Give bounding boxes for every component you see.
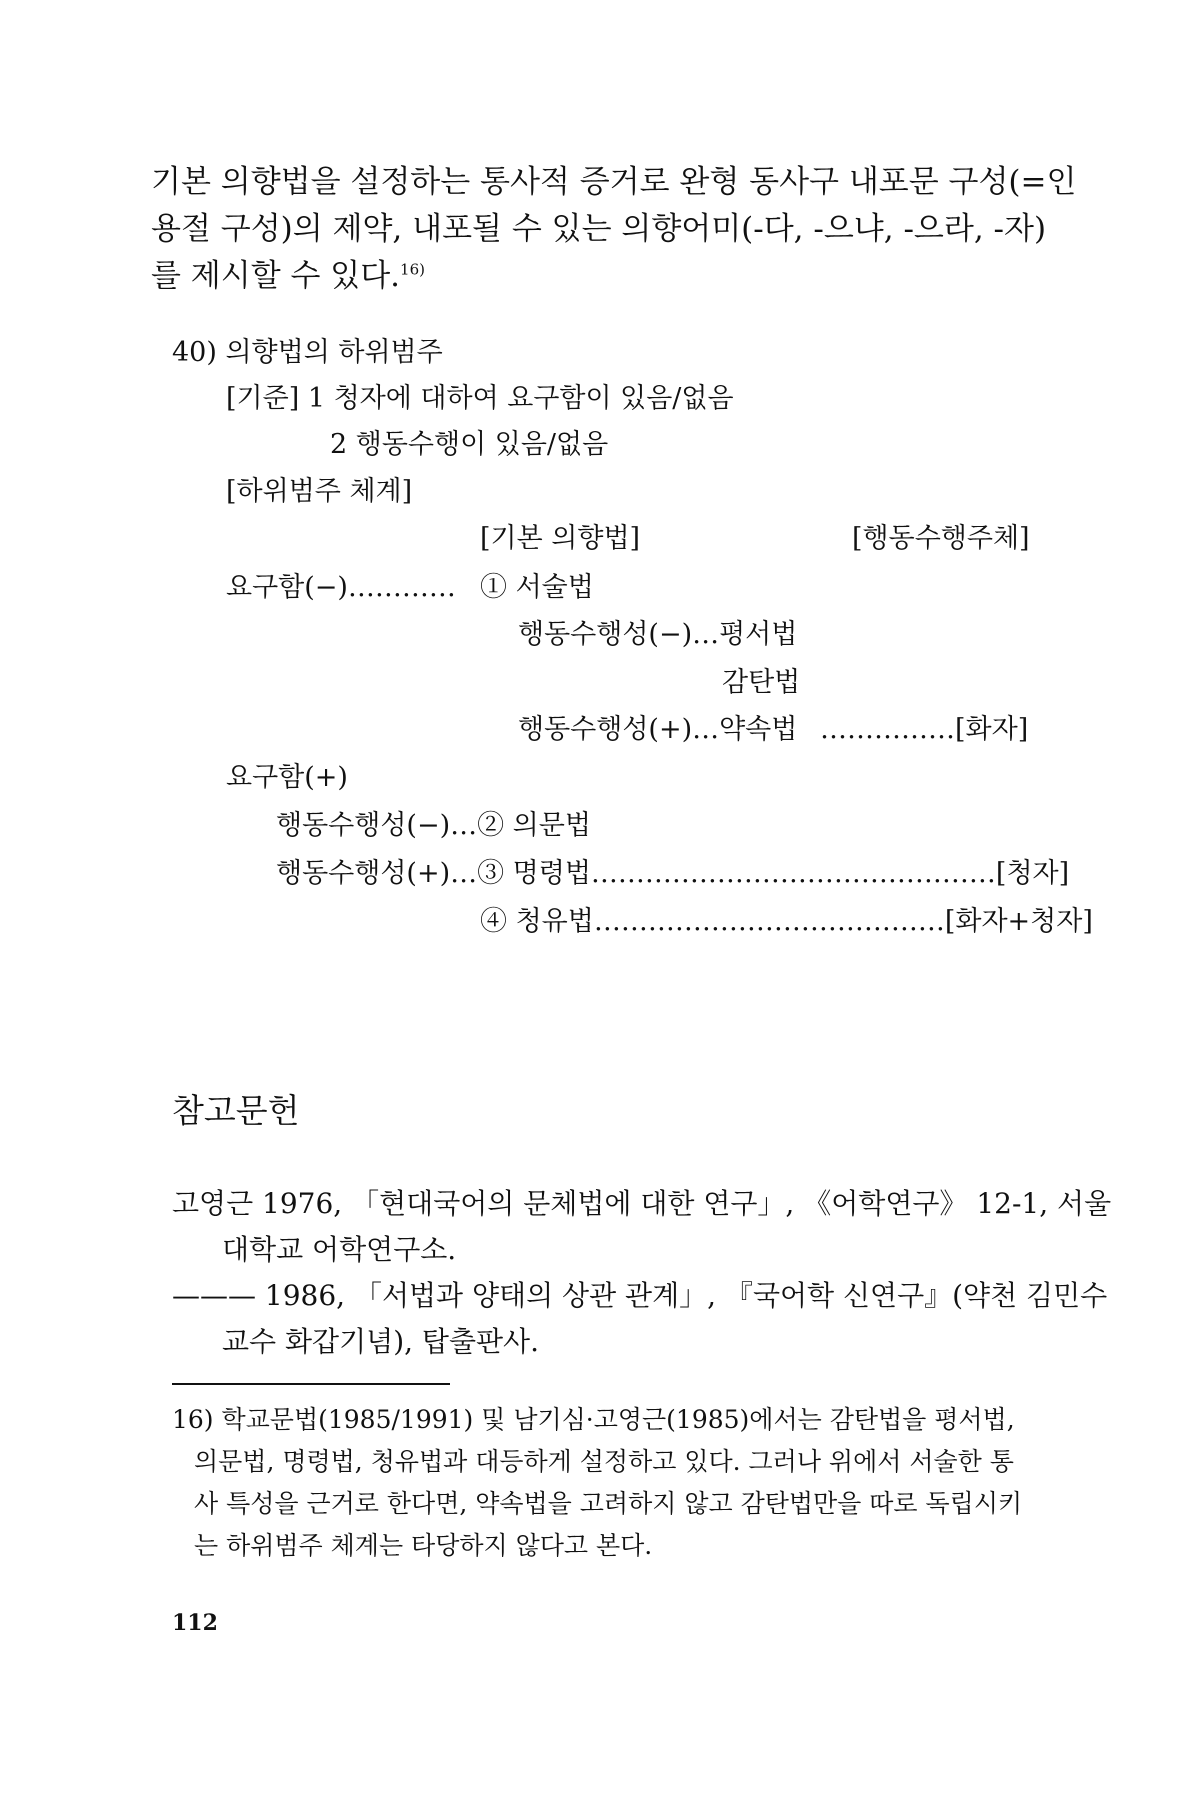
scheme-col-basic: [기본 의향법] xyxy=(480,523,641,554)
scheme-act-minus-2: 행동수행성(−)…② 의문법 xyxy=(276,810,591,841)
intro-line-3 xyxy=(151,250,425,295)
intro-line-1: 기본 의향법을 설정하는 통사적 증거로 완형 동사구 내포문 구성(=인 xyxy=(151,164,1077,200)
intro-line-3-text: 를 제시할 수 있다. xyxy=(151,258,401,294)
footnote-line-2: 의문법, 명령법, 청유법과 대등하게 설정하고 있다. 그러나 위에서 서술한 통 xyxy=(194,1447,1014,1476)
scheme-item-4: ④ 청유법…………………………………[화자+청자] xyxy=(480,906,1093,937)
footnote-divider xyxy=(172,1383,450,1385)
scheme-agent-speaker: ……………[화자] xyxy=(820,714,1029,745)
scheme-criteria-2: 2 행동수행이 있음/없음 xyxy=(330,429,609,460)
reference-1-line-2: 대학교 어학연구소. xyxy=(222,1233,457,1266)
scheme-title: 40) 의향법의 하위범주 xyxy=(172,337,443,368)
scheme-exclamative: 감탄법 xyxy=(722,667,801,698)
scheme-item-1: ① 서술법 xyxy=(480,572,594,603)
scheme-criteria-1: [기준] 1 청자에 대하여 요구함이 있음/없음 xyxy=(226,383,734,414)
scheme-req-plus: 요구함(+) xyxy=(226,762,348,793)
scheme-system-label: [하위범주 체계] xyxy=(226,476,413,507)
reference-1-line-1: 고영근 1976, 「현대국어의 문체법에 대한 연구」, 《어학연구》 12-1, 서울 xyxy=(172,1187,1112,1220)
footnote-line-4: 는 하위범주 체계는 타당하지 않다고 본다. xyxy=(194,1531,653,1560)
scheme-col-agent: [행동수행주체] xyxy=(852,523,1030,554)
footnote-marker: 16) xyxy=(400,260,425,279)
scheme-act-plus-2: 행동수행성(+)…③ 명령법………………………………………[청자] xyxy=(276,858,1070,889)
reference-2-line-1: ——— 1986, 「서법과 양태의 상관 관계」, 『국어학 신연구』(약천 김민수 xyxy=(172,1279,1108,1312)
scheme-act-minus-1: 행동수행성(−)…평서법 xyxy=(518,619,798,650)
scheme-act-plus-1: 행동수행성(+)…약속법 xyxy=(518,714,798,745)
footnote-line-3: 사 특성을 근거로 한다면, 약속법을 고려하지 않고 감탄법만을 따로 독립시키 xyxy=(194,1489,1023,1518)
reference-2-line-2: 교수 화갑기념), 탑출판사. xyxy=(222,1325,540,1358)
page-number: 112 xyxy=(172,1610,218,1636)
references-heading: 참고문헌 xyxy=(172,1091,300,1130)
scheme-req-minus: 요구함(−)………… xyxy=(226,572,456,603)
footnote-line-1: 16) 학교문법(1985/1991) 및 남기심·고영근(1985)에서는 감탄법을 평서법, xyxy=(172,1405,1015,1434)
intro-line-2: 용절 구성)의 제약, 내포될 수 있는 의향어미(-다, -으냐, -으라, -자) xyxy=(151,211,1047,247)
